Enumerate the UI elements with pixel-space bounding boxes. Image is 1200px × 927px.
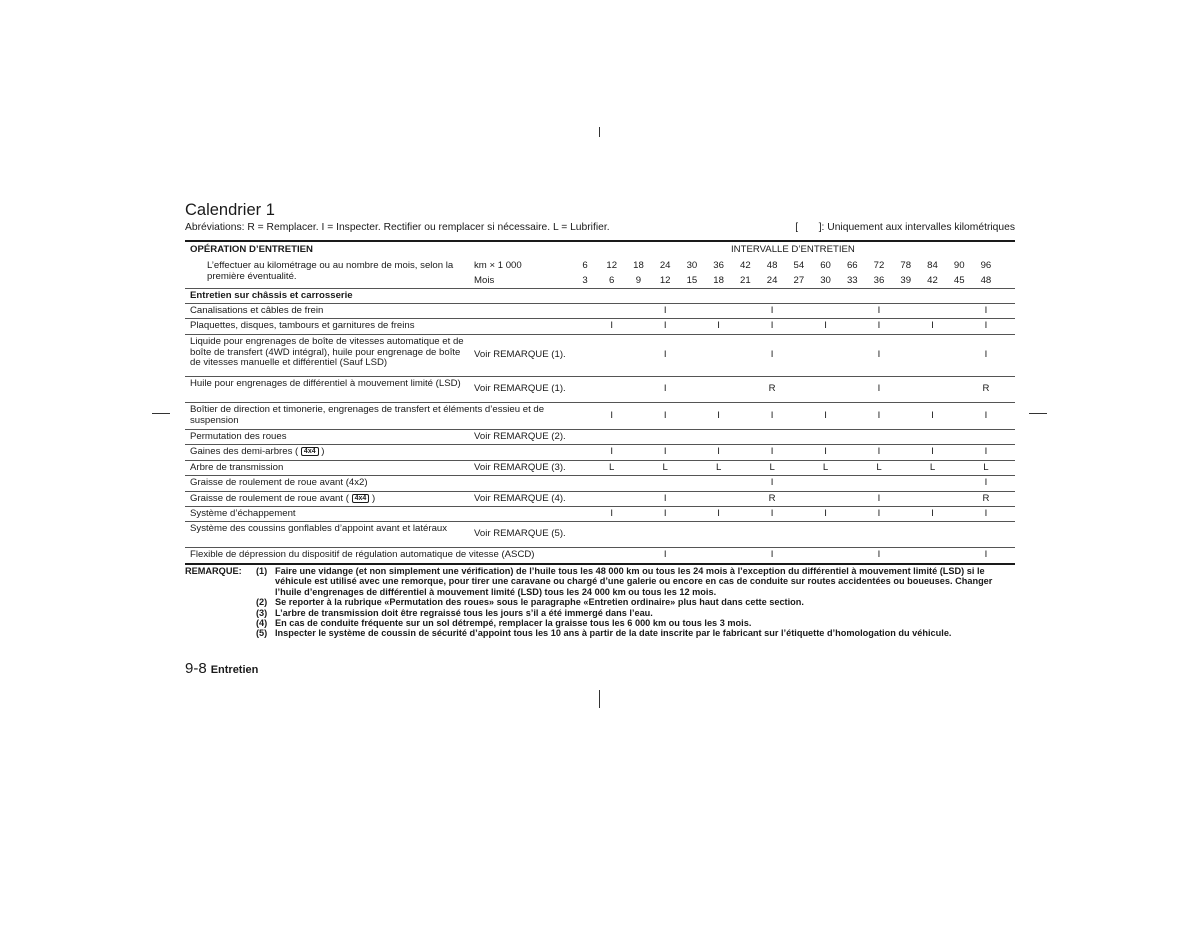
interval-mark: I xyxy=(984,410,988,421)
interval-mark: L xyxy=(609,462,615,473)
remark-text: En cas de conduite fréquente sur un sol détrempé, remplacer la graisse tous les 6 000 km ou tous les 3 mois. xyxy=(275,618,752,628)
section-row xyxy=(185,289,1015,304)
interval-mark: I xyxy=(984,349,988,360)
interval-mark: I xyxy=(931,446,934,457)
interval-mark: I xyxy=(877,508,881,519)
operation-label: Liquide pour engrenages de boîte de vitesses automatique et de boîte de transfert (4WD intégral), huile pour engrenage de boîte de vitesses manuelle et différentiel (Sauf LSD) xyxy=(190,336,464,368)
remark-reference: Voir REMARQUE (5). xyxy=(474,528,566,539)
operation-label: Graisse de roulement de roue avant ( xyxy=(190,493,349,504)
footer-section: Entretien xyxy=(210,664,259,676)
abbreviations-line: Abréviations: R = Remplacer. I = Inspecter. Rectifier ou remplacer si nécessaire. L = Lubrifier. xyxy=(185,222,610,233)
interval-mark: L xyxy=(822,462,829,473)
km-value: 30 xyxy=(686,260,698,271)
km-value: 96 xyxy=(980,260,992,271)
km-value: 78 xyxy=(900,260,912,271)
operation-label: Gaines des demi-arbres ( xyxy=(190,446,299,457)
km-value: 60 xyxy=(820,260,831,271)
interval-mark: L xyxy=(983,462,989,473)
month-value: 30 xyxy=(820,275,831,286)
operation-label: Boîtier de direction et timonerie, engrenages de transfert et éléments d’essieu et de suspension xyxy=(190,404,545,426)
km-value: 6 xyxy=(582,260,588,271)
interval-mark: I xyxy=(717,320,720,331)
interval-mark: I xyxy=(877,305,881,316)
interval-mark: L xyxy=(769,462,775,473)
table-row xyxy=(185,430,1015,445)
remark-number: (2) xyxy=(256,597,268,608)
operation-name xyxy=(190,550,590,561)
operation-header: OPÉRATION D’ENTRETIEN xyxy=(190,244,313,255)
month-value: 24 xyxy=(766,275,778,286)
remark-number: (5) xyxy=(256,628,268,639)
interval-mark: I xyxy=(824,508,827,519)
km-value: 12 xyxy=(606,260,618,271)
remark-text: Faire une vidange (et non simplement une vérification) de l’huile tous les 48 000 km ou tous les 24 mois à l’exception du différentiel à mouvement limité (LSD) si le véhicule est utilisé avec une remorque, pour tirer une caravane ou chargé d’une galerie ou encore en cas de conduite sur routes accidentées ou boueuses. Changer l’huile d’engrenages de différentiel à mouvement limité (LSD) tous les 24 000 km ou tous les 12 mois. xyxy=(275,566,993,597)
interval-mark: L xyxy=(929,462,936,473)
interval-scale-row xyxy=(185,256,1015,289)
table-row xyxy=(185,319,1015,335)
km-value: 18 xyxy=(633,260,644,271)
interval-mark: I xyxy=(824,320,827,331)
crop-mark-right xyxy=(1029,413,1047,414)
crop-mark-bottom xyxy=(599,690,600,708)
operation-name xyxy=(190,405,590,426)
table-row xyxy=(185,403,1015,430)
four-wheel-drive-badge-icon: 4x4 xyxy=(301,447,319,456)
remark-reference: Voir REMARQUE (2). xyxy=(474,431,566,442)
interval-mark: I xyxy=(984,477,988,488)
interval-mark: I xyxy=(610,508,614,519)
crop-mark-left xyxy=(152,413,170,414)
month-value: 6 xyxy=(609,275,615,286)
operation-name xyxy=(190,463,470,474)
month-value: 15 xyxy=(686,275,698,286)
operation-name xyxy=(190,379,470,390)
interval-mark: I xyxy=(610,320,614,331)
unit-months: Mois xyxy=(474,275,495,286)
interval-mark: I xyxy=(984,320,988,331)
table-row xyxy=(185,304,1015,319)
interval-mark: I xyxy=(770,349,774,360)
operation-name xyxy=(190,306,470,317)
interval-mark: I xyxy=(877,410,881,421)
month-value: 3 xyxy=(582,275,588,286)
operation-label: Système d’échappement xyxy=(190,508,296,519)
interval-mark: I xyxy=(984,305,988,316)
month-value: 42 xyxy=(927,275,938,286)
interval-mark: I xyxy=(663,410,667,421)
table-row xyxy=(185,548,1015,565)
interval-mark: L xyxy=(876,462,882,473)
interval-mark: I xyxy=(663,508,667,519)
interval-mark: I xyxy=(717,410,720,421)
operation-label: Arbre de transmission xyxy=(190,462,284,473)
interval-mark: I xyxy=(717,446,720,457)
interval-mark: I xyxy=(770,446,774,457)
interval-mark: R xyxy=(768,493,776,504)
operation-label: Plaquettes, disques, tambours et garnitures de freins xyxy=(190,320,415,331)
table-header-row xyxy=(185,240,1015,256)
operation-name xyxy=(190,524,470,535)
operation-name xyxy=(190,321,470,332)
interval-mark: I xyxy=(824,410,827,421)
operation-label: Canalisations et câbles de frein xyxy=(190,305,324,316)
interval-mark: I xyxy=(770,305,774,316)
interval-mark: I xyxy=(931,320,934,331)
table-row xyxy=(185,461,1015,476)
interval-mark: I xyxy=(931,508,934,519)
remark-text: Inspecter le système de coussin de sécurité d’appoint tous les 10 ans à partir de la date inscrite par le fabricant sur l’étiquette d’homologation du véhicule. xyxy=(275,628,952,639)
interval-mark: I xyxy=(663,549,667,560)
operation-name xyxy=(190,337,470,369)
operation-label: Graisse de roulement de roue avant (4x2) xyxy=(190,477,368,488)
interval-mark: I xyxy=(663,349,667,360)
maintenance-table xyxy=(185,240,1015,565)
table-row xyxy=(185,492,1015,507)
remark-number: (1) xyxy=(256,566,268,576)
interval-mark: I xyxy=(663,383,667,394)
operation-name xyxy=(190,478,470,489)
interval-mark: I xyxy=(663,320,667,331)
interval-mark: I xyxy=(770,549,774,560)
km-value: 24 xyxy=(659,260,671,271)
interval-mark: I xyxy=(770,477,774,488)
month-value: 18 xyxy=(713,275,724,286)
interval-mark: I xyxy=(984,508,988,519)
table-row xyxy=(185,445,1015,461)
interval-description: L’effectuer au kilométrage ou au nombre de mois, selon la première éventualité. xyxy=(207,260,454,282)
km-value: 42 xyxy=(740,260,751,271)
interval-mark: R xyxy=(768,383,776,394)
remark-text: L’arbre de transmission doit être regraissé tous les jours s’il a été immergé dans l’eau. xyxy=(275,607,653,618)
remark-number: (3) xyxy=(256,607,268,618)
operation-name xyxy=(190,494,470,505)
interval-mark: I xyxy=(877,320,881,331)
operation-label: Huile pour engrenages de différentiel à mouvement limité (LSD) xyxy=(190,378,461,389)
interval-mark: R xyxy=(982,493,990,504)
interval-mark: I xyxy=(877,349,881,360)
remark-reference: Voir REMARQUE (1). xyxy=(474,383,566,394)
month-value: 48 xyxy=(980,275,992,286)
page-footer xyxy=(185,660,258,678)
legend-line: [ ]: Uniquement aux intervalles kilométriques xyxy=(795,222,1015,233)
operation-label-end: ) xyxy=(321,446,325,457)
month-value: 21 xyxy=(740,275,751,286)
section-title: Entretien sur châssis et carrosserie xyxy=(190,290,353,301)
table-row xyxy=(185,476,1015,492)
remark-reference: Voir REMARQUE (3). xyxy=(474,462,566,473)
interval-mark: I xyxy=(931,410,934,421)
interval-mark: I xyxy=(663,446,667,457)
page-title: Calendrier 1 xyxy=(185,201,275,219)
remark-text: Se reporter à la rubrique «Permutation des roues» sous le paragraphe «Entretien ordinaire» plus haut dans cette section. xyxy=(275,597,804,608)
operation-label: Système des coussins gonflables d’appoint avant et latéraux xyxy=(190,523,448,534)
operation-label-end: ) xyxy=(371,493,376,504)
interval-mark: I xyxy=(770,508,774,519)
interval-mark: I xyxy=(984,549,988,560)
interval-mark: I xyxy=(984,446,988,457)
month-value: 36 xyxy=(873,275,885,286)
operation-name xyxy=(190,509,470,520)
operation-name xyxy=(190,447,470,458)
interval-mark: I xyxy=(717,508,720,519)
four-wheel-drive-badge-icon: 4x4 xyxy=(352,494,370,503)
interval-mark: I xyxy=(877,493,881,504)
month-value: 39 xyxy=(900,275,912,286)
km-value: 66 xyxy=(846,260,858,271)
month-value: 33 xyxy=(846,275,858,286)
month-value: 27 xyxy=(793,275,805,286)
table-body xyxy=(185,304,1015,565)
interval-mark: I xyxy=(610,446,614,457)
unit-km: km × 1 000 xyxy=(474,260,522,271)
operation-name xyxy=(190,432,470,443)
operation-label: Flexible de dépression du dispositif de régulation automatique de vitesse (ASCD) xyxy=(190,549,535,560)
km-value: 72 xyxy=(873,260,885,271)
remarks-label: REMARQUE: xyxy=(185,566,242,576)
km-value: 90 xyxy=(953,260,965,271)
month-value: 45 xyxy=(953,275,965,286)
interval-mark: I xyxy=(610,410,614,421)
month-value: 9 xyxy=(635,275,642,286)
page-number: 9-8 xyxy=(185,660,207,677)
table-row xyxy=(185,522,1015,548)
interval-mark: I xyxy=(877,549,881,560)
interval-mark: I xyxy=(770,410,774,421)
operation-label: Permutation des roues xyxy=(190,431,287,442)
interval-mark: L xyxy=(715,462,722,473)
interval-mark: R xyxy=(982,383,990,394)
km-value: 48 xyxy=(766,260,778,271)
table-row xyxy=(185,335,1015,377)
remark-reference: Voir REMARQUE (1). xyxy=(474,349,566,360)
km-value: 84 xyxy=(927,260,938,271)
interval-mark: I xyxy=(877,383,881,394)
km-value: 36 xyxy=(713,260,724,271)
interval-mark: I xyxy=(770,320,774,331)
month-value: 12 xyxy=(659,275,671,286)
remark-number: (4) xyxy=(256,618,268,628)
interval-mark: I xyxy=(663,493,667,504)
interval-header: INTERVALLE D’ENTRETIEN xyxy=(731,244,855,255)
crop-mark-top xyxy=(599,127,600,137)
interval-mark: L xyxy=(662,462,668,473)
km-value: 54 xyxy=(793,260,805,271)
interval-mark: I xyxy=(877,446,881,457)
remark-reference: Voir REMARQUE (4). xyxy=(474,493,566,504)
table-row xyxy=(185,377,1015,403)
interval-mark: I xyxy=(824,446,827,457)
interval-mark: I xyxy=(663,305,667,316)
table-row xyxy=(185,507,1015,522)
